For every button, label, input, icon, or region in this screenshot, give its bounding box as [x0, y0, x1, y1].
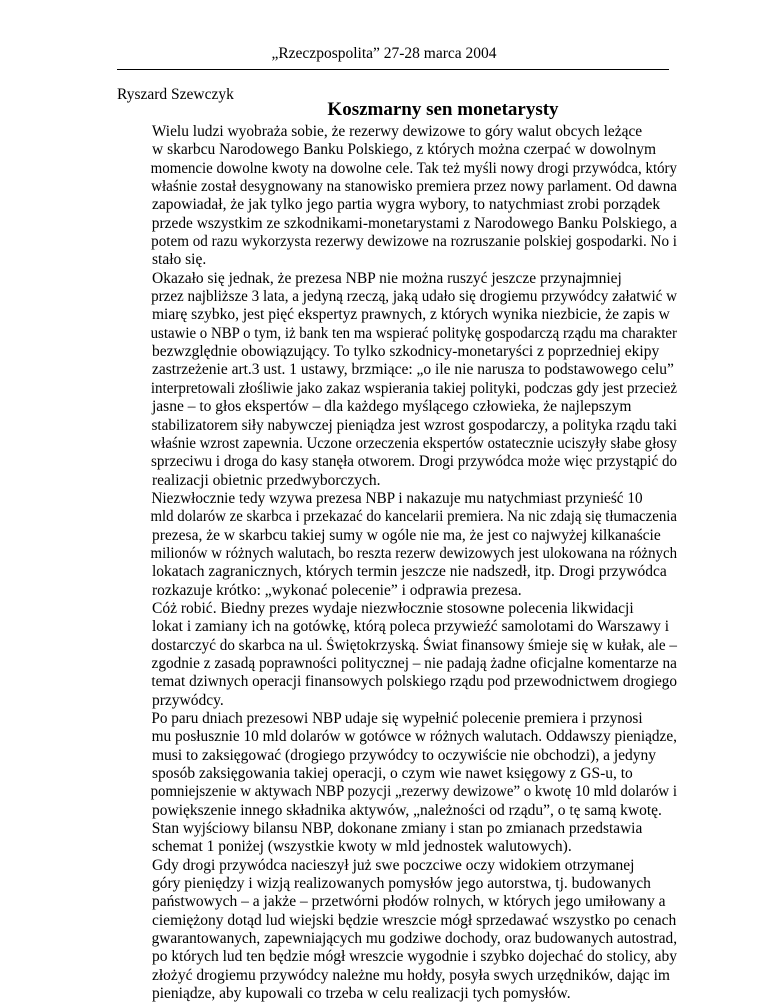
paragraph-line: momencie dowolne kwoty na dowolne cele. Tak też myśli nowy drogi przywódca, który	[150, 159, 677, 177]
paragraph-line: w skarbcu Narodowego Banku Polskiego, z których można czerpać w dowolnym	[152, 141, 657, 159]
paragraph-line: przez najbliższe 3 lata, a jedyną rzeczą, jaką udało się drogiemu przywódcy załatwić w	[151, 288, 678, 306]
paragraph-line: powiększenie innego składnika aktywów, „należności od rządu”, o tę samą kwotę.	[152, 801, 662, 819]
paragraph-line: mld dolarów ze skarbca i przekazać do kancelarii premiera. Na nic zdają się tłumaczenia	[150, 508, 677, 526]
paragraph-line: stabilizatorem siły nabywczej pieniądza jest wzrost gospodarczy, a polityka rządu taki	[151, 416, 678, 434]
paragraph-line: realizacji obietnic przedwyborczych.	[152, 471, 381, 489]
paragraph-line: Gdy drogi przywódca nacieszył już swe poczciwe oczy widokiem otrzymanej	[152, 856, 635, 874]
paragraph-line: gwarantowanych, zapewniających mu godziwe dochody, oraz budowanych autostrad,	[151, 930, 678, 948]
paragraph-line: zapowiadał, że jak tylko jego partia wygra wybory, to natychmiast zrobi porządek	[152, 196, 661, 214]
article-paragraph	[117, 270, 677, 490]
article-paragraph	[117, 857, 677, 1004]
paragraph-line: lokatach zagranicznych, których termin jeszcze nie nadszedł, itp. Drogi przywódca	[152, 563, 667, 581]
paragraph-line: właśnie wzrost zapewnia. Uczone orzeczenia ekspertów ostatecznie uciszyły słabe głosy	[150, 434, 677, 452]
paragraph-line: interpretowali złośliwie jako zakaz wspierania takiej polityki, podczas gdy jest przecież	[150, 379, 678, 397]
paragraph-line: milionów w różnych walutach, bo reszta rezerw dewizowych jest ulokowana na różnych	[150, 544, 678, 562]
article-paragraph	[117, 710, 677, 820]
paragraph-line: jasne – to głos ekspertów – dla każdego myślącego człowieka, że najlepszym	[152, 398, 632, 416]
paragraph-line: musi to zaksięgować (drogiego przywódcy to oczywiście nie obchodzi), a jedyny	[152, 746, 657, 764]
article-paragraph	[117, 123, 677, 270]
paragraph-line: przywódcy.	[152, 691, 224, 709]
paragraph-line: mu posłusznie 10 mld dolarów w gotówce w różnych walutach. Oddawszy pieniądze,	[151, 728, 677, 746]
header-divider	[117, 69, 669, 70]
paragraph-line: sprzeciwu i droga do kasy stanęła otworem. Drogi przywódca może więc przystąpić do	[151, 453, 678, 471]
article-paragraph	[117, 600, 677, 710]
paragraph-line: zgodnie z zasadą poprawności politycznej – nie padają żadne oficjalne komentarze na	[151, 654, 677, 672]
paragraph-line: państwowych – a jakże – przetwórni płodów rolnych, w których jego umiłowany a	[152, 893, 666, 911]
paragraph-line: Okazało się jednak, że prezesa NBP nie można ruszyć jeszcze przynajmniej	[152, 269, 622, 287]
paragraph-line: prezesa, że w skarbcu takiej sumy w ogóle nie ma, że jest co najwyżej kilkanaście	[152, 526, 661, 544]
article-paragraph	[117, 490, 677, 600]
paragraph-line: sposób zaksięgowania takiej operacji, o czym wie nawet księgowy z GS-u, to	[152, 765, 633, 783]
paragraph-line: przede wszystkim ze szkodnikami-monetarystami z Narodowego Banku Polskiego, a	[151, 214, 678, 232]
article-body	[117, 123, 677, 1004]
paragraph-line: ciemiężony dotąd lud wiejski będzie wreszcie mógł sprzedawać wszystko po cenach	[152, 911, 677, 929]
paragraph-line: Wielu ludzi wyobraża sobie, że rezerwy dewizowe to góry walut obcych leżące	[151, 123, 643, 140]
paragraph-line: pomniejszenie w aktywach NBP pozycji „rezerwy dewizowe” o kwotę 10 mld dolarów i	[150, 783, 678, 801]
paragraph-line: zastrzeżenie art.3 ust. 1 ustawy, brzmiące: „o ile nie narusza to podstawowego celu”	[152, 361, 674, 379]
paragraph-line: Po paru dniach prezesowi NBP udaje się wypełnić polecenie premiera i przynosi	[151, 710, 643, 727]
paragraph-line: potem od razu wykorzysta rezerwy dewizowe na rozruszanie polskiej gospodarki. No i	[151, 233, 677, 251]
paragraph-line: miarę szybko, jest pięć ekspertyz prawnych, z których wynika niezbicie, że zapis w	[152, 306, 670, 324]
paragraph-line: bezwzględnie obowiązujący. To tylko szkodnicy-monetaryści z poprzedniej ekipy	[152, 343, 660, 361]
paragraph-line: Niezwłocznie tedy wzywa prezesa NBP i nakazuje mu natychmiast przynieść 10	[151, 489, 643, 507]
paragraph-line: Cóż robić. Biedny prezes wydaje niezwłocznie stosowne polecenia likwidacji	[152, 599, 634, 617]
paragraph-line: temat dziwnych operacji finansowych polskiego rządu pod przewodnictwem drogiego	[151, 673, 678, 691]
article-paragraph	[117, 820, 677, 857]
paragraph-line: rozkazuje krótko: „wykonać polecenie” i odprawia prezesa.	[152, 581, 522, 599]
paragraph-line: dostarczyć do skarbca na ul. Świętokrzyską. Świat finansowy śmieje się w kułak, ale –	[151, 636, 677, 654]
paragraph-line: lokat i zamiany ich na gotówkę, którą poleca przywieźć samolotami do Warszawy i	[152, 618, 670, 636]
article-author: Ryszard Szewczyk	[117, 86, 234, 103]
publication-header: „Rzeczpospolita” 27-28 marca 2004	[271, 45, 497, 62]
paragraph-line: Stan wyjściowy bilansu NBP, dokonane zmiany i stan po zmianach przedstawia	[151, 820, 643, 838]
paragraph-line: właśnie został desygnowany na stanowisko premiera przez nowy parlament. Od dawna	[151, 178, 678, 196]
paragraph-line: ustawie o NBP o tym, iż bank ten ma wspierać politykę gospodarczą rządu ma charakter	[150, 324, 677, 342]
paragraph-line: stało się.	[152, 251, 207, 269]
article-title: Koszmarny sen monetarysty	[327, 99, 559, 120]
paragraph-line: góry pieniędzy i wizją realizowanych pomysłów jego autorstwa, tj. budowanych	[152, 875, 651, 893]
paragraph-line: złożyć drogiemu przywódcy należne mu hołdy, posyła swych urzędników, dając im	[152, 966, 670, 984]
paragraph-line: pieniądze, aby kupowali co trzeba w celu realizacji tych pomysłów.	[152, 985, 571, 1003]
paragraph-line: schemat 1 poniżej (wszystkie kwoty w mld jednostek walutowych).	[152, 838, 572, 856]
paragraph-line: po których lud ten będzie mógł wreszcie wygodnie i szybko dojechać do stolicy, aby	[152, 948, 677, 966]
